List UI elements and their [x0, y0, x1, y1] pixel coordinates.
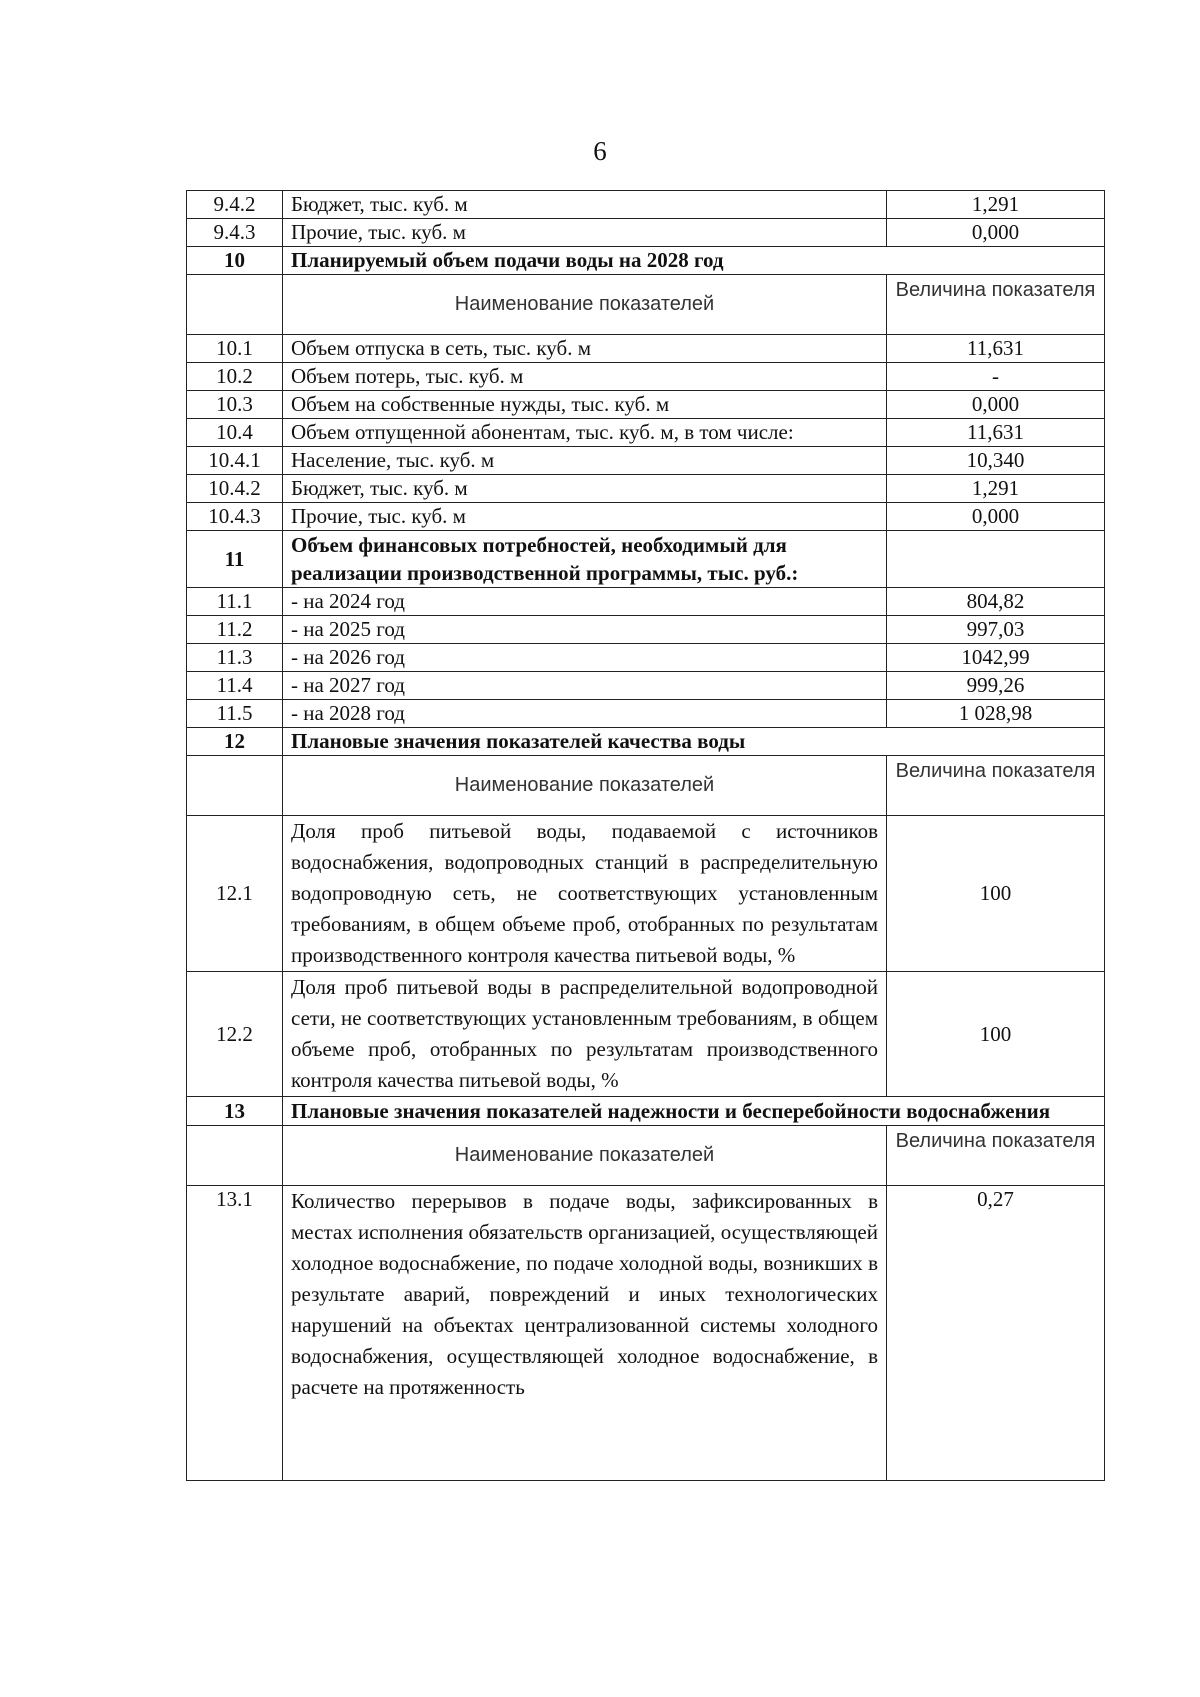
table-row: [187, 363, 1105, 391]
row-value: 999,26: [887, 672, 1105, 700]
row-name: Объем потерь, тыс. куб. м: [283, 363, 887, 391]
row-name: Объем отпущенной абонентам, тыс. куб. м, в том числе:: [283, 419, 887, 447]
row-value: 1 028,98: [887, 700, 1105, 728]
row-value: 997,03: [887, 616, 1105, 644]
row-value: 1,291: [887, 475, 1105, 503]
section-title-row: [187, 728, 1105, 756]
section-title: Плановые значения показателей надежности и бесперебойности водоснабжения: [283, 1097, 1105, 1126]
table-row: [187, 672, 1105, 700]
row-number: 9.4.2: [187, 191, 283, 219]
section-title: Плановые значения показателей качества воды: [283, 728, 1105, 756]
header-name: Наименование показателей: [283, 275, 887, 335]
table-row: [187, 191, 1105, 219]
empty-cell: [187, 275, 283, 335]
header-name: Наименование показателей: [283, 756, 887, 816]
empty-cell: [187, 756, 283, 816]
page-number: 6: [593, 136, 607, 166]
table-row: [187, 816, 1105, 972]
table-row: [187, 391, 1105, 419]
column-header-row: [187, 1126, 1105, 1186]
row-name: Население, тыс. куб. м: [283, 447, 887, 475]
section-title: Планируемый объем подачи воды на 2028 год: [283, 247, 1105, 275]
table-row: [187, 644, 1105, 672]
section-title-row: [187, 531, 1105, 588]
row-number: 11.2: [187, 616, 283, 644]
row-value: 0,27: [887, 1186, 1105, 1481]
row-name: - на 2028 год: [283, 700, 887, 728]
row-name: - на 2024 год: [283, 588, 887, 616]
header-name: Наименование показателей: [283, 1126, 887, 1186]
section-number: 12: [187, 728, 283, 756]
section-title: Объем финансовых потребностей, необходимый для реализации производственной программы, тыс. руб.:: [283, 531, 887, 588]
section-title-row: [187, 247, 1105, 275]
row-number: 11.1: [187, 588, 283, 616]
table-row: [187, 419, 1105, 447]
row-name: Количество перерывов в подаче воды, зафиксированных в местах исполнения обязательств организацией, осуществляющей холодное водоснабжение, по подаче холодной воды, возникших в результате аварий, повреждений и иных технологических нарушений на объектах централизованной системы холодного водоснабжения, осуществляющей холодное водоснабжение, в расчете на протяженность: [283, 1186, 887, 1481]
row-number: 12.2: [187, 972, 283, 1097]
row-value: 11,631: [887, 335, 1105, 363]
row-number: 10.4.3: [187, 503, 283, 531]
row-number: 9.4.3: [187, 219, 283, 247]
table-row: [187, 588, 1105, 616]
empty-cell: [187, 1126, 283, 1186]
row-number: 10.2: [187, 363, 283, 391]
section-number: 10: [187, 247, 283, 275]
row-name: - на 2026 год: [283, 644, 887, 672]
row-name: Бюджет, тыс. куб. м: [283, 475, 887, 503]
row-value: 100: [887, 816, 1105, 972]
table-row: [187, 616, 1105, 644]
row-value: -: [887, 363, 1105, 391]
row-name: Доля проб питьевой воды в распределительной водопроводной сети, не соответствующих установленным требованиям, в общем объеме проб, отобранных по результатам производственного контроля качества питьевой воды, %: [283, 972, 887, 1097]
empty-cell: [887, 531, 1105, 588]
row-name: Прочие, тыс. куб. м: [283, 219, 887, 247]
header-value: Величина показателя: [887, 756, 1105, 816]
table-row: [187, 700, 1105, 728]
row-number: 11.5: [187, 700, 283, 728]
row-number: 13.1: [187, 1186, 283, 1481]
row-number: 12.1: [187, 816, 283, 972]
row-number: 11.3: [187, 644, 283, 672]
row-name: - на 2027 год: [283, 672, 887, 700]
table-row: [187, 503, 1105, 531]
row-name: Бюджет, тыс. куб. м: [283, 191, 887, 219]
row-name: Доля проб питьевой воды, подаваемой с источников водоснабжения, водопроводных станций в распределительную водопроводную сеть, не соответствующих установленным требованиям, в общем объеме проб, отобранных по результатам производственного контроля качества питьевой воды, %: [283, 816, 887, 972]
section-number: 13: [187, 1097, 283, 1126]
section-title-row: [187, 1097, 1105, 1126]
row-value: 0,000: [887, 219, 1105, 247]
indicators-table: [186, 190, 1105, 1481]
table-row: [187, 475, 1105, 503]
row-value: 1,291: [887, 191, 1105, 219]
row-name: Объем на собственные нужды, тыс. куб. м: [283, 391, 887, 419]
row-value: 804,82: [887, 588, 1105, 616]
table-row: [187, 1186, 1105, 1481]
row-number: 10.4.2: [187, 475, 283, 503]
row-value: 10,340: [887, 447, 1105, 475]
row-value: 11,631: [887, 419, 1105, 447]
row-number: 11.4: [187, 672, 283, 700]
column-header-row: [187, 275, 1105, 335]
row-number: 10.1: [187, 335, 283, 363]
row-value: 0,000: [887, 391, 1105, 419]
row-number: 10.4: [187, 419, 283, 447]
row-name: - на 2025 год: [283, 616, 887, 644]
header-value: Величина показателя: [887, 275, 1105, 335]
table-row: [187, 972, 1105, 1097]
table-row: [187, 219, 1105, 247]
table-row: [187, 447, 1105, 475]
row-number: 10.4.1: [187, 447, 283, 475]
column-header-row: [187, 756, 1105, 816]
header-value: Величина показателя: [887, 1126, 1105, 1186]
row-number: 10.3: [187, 391, 283, 419]
row-name: Объем отпуска в сеть, тыс. куб. м: [283, 335, 887, 363]
row-value: 100: [887, 972, 1105, 1097]
row-value: 0,000: [887, 503, 1105, 531]
row-name: Прочие, тыс. куб. м: [283, 503, 887, 531]
table-row: [187, 335, 1105, 363]
section-number: 11: [187, 531, 283, 588]
row-value: 1042,99: [887, 644, 1105, 672]
